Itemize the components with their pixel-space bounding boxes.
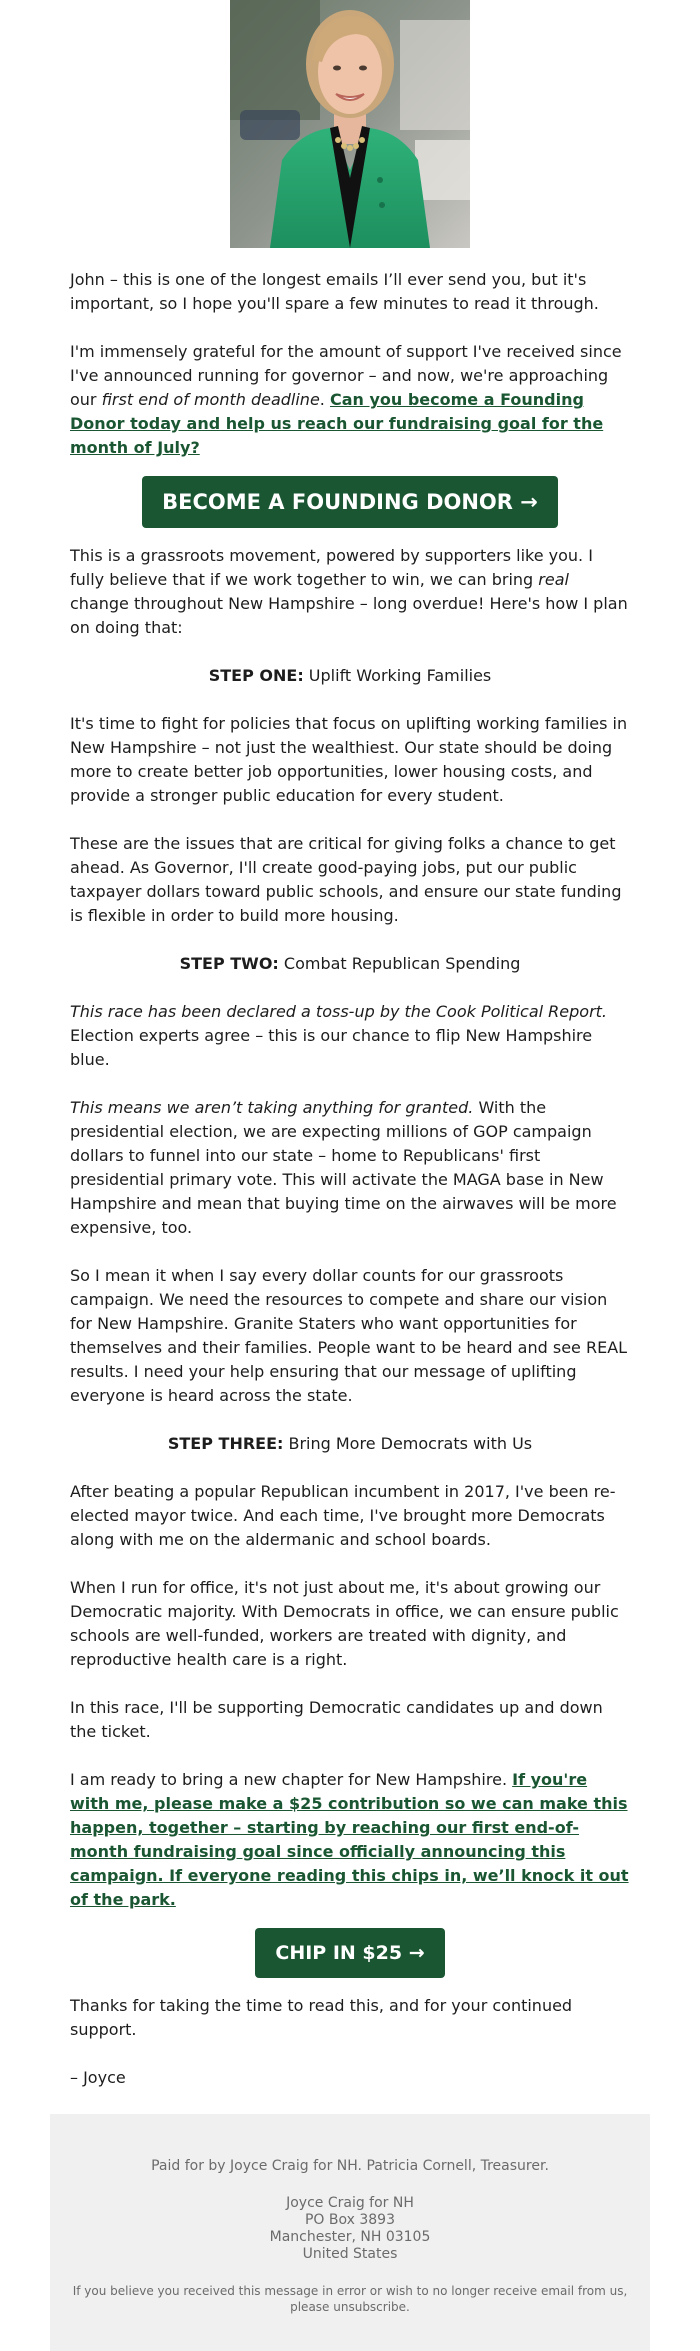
become-founding-donor-button[interactable]: BECOME A FOUNDING DONOR → [142, 476, 558, 528]
step-one-heading [70, 664, 630, 688]
grassroots-after: change throughout New Hampshire – long overdue! Here's how I plan on doing that: [70, 594, 628, 637]
thanks-paragraph: Thanks for taking the time to read this, and for your continued support. [70, 1996, 573, 2039]
step-three-heading [70, 1432, 630, 1456]
step-two-p1-after: Election experts agree – this is our chance to flip New Hampshire blue. [70, 1026, 593, 1069]
ready-text: I am ready to bring a new chapter for New Hampshire. [70, 1770, 513, 1789]
step-three-title: Bring More Democrats with Us [283, 1434, 533, 1453]
grateful-text: I'm immensely grateful for the amount of support I've received since I've announced running for governor – and now, we're approaching our [70, 342, 622, 409]
address-line: United States [302, 2246, 398, 2262]
ready-paragraph [70, 1768, 630, 1912]
step-three-paragraph-2: When I run for office, it's not just about me, it's about growing our Democratic majority. With Democrats in office, we can ensure public schools are well-funded, workers are treated with dignity, and reproductive health care is a right. [70, 1578, 619, 1669]
step-three-paragraph-1: After beating a popular Republican incumbent in 2017, I've been re-elected mayor twice. And each time, I've brought more Democrats along with me on the aldermanic and school boards. [70, 1482, 616, 1549]
signoff: – Joyce [70, 2068, 126, 2087]
intro-paragraph: John – this is one of the longest emails I’ll ever send you, but it's important, so I hope you'll spare a few minutes to read it through. [70, 270, 599, 313]
deadline-emphasis: first end of month deadline [101, 390, 320, 409]
paid-for-by: Paid for by Joyce Craig for NH. Patricia Cornell, Treasurer. [151, 2158, 549, 2174]
unsubscribe-link[interactable]: If you believe you received this message in error or wish to no longer receive email from us, please unsubscribe. [72, 2284, 628, 2314]
chip-in-25-button[interactable]: CHIP IN $25 → [255, 1928, 444, 1978]
grassroots-text: This is a grassroots movement, powered by supporters like you. I fully believe that if we work together to win, we can bring [70, 546, 593, 589]
grateful-paragraph [70, 340, 630, 460]
toss-up-emphasis: This race has been declared a toss-up by the Cook Political Report. [70, 1002, 607, 1021]
address-line: Joyce Craig for NH [286, 2195, 414, 2211]
candidate-photo [230, 0, 470, 248]
step-two-heading [70, 952, 630, 976]
address-line: Manchester, NH 03105 [269, 2229, 431, 2245]
step-three-paragraph-3: In this race, I'll be supporting Democratic candidates up and down the ticket. [70, 1698, 603, 1741]
email-footer [50, 2114, 650, 2351]
not-for-granted-emphasis: This means we aren’t taking anything for granted. [70, 1098, 474, 1117]
step-one-paragraph-2: These are the issues that are critical for giving folks a chance to get ahead. As Governor, I'll create good-paying jobs, put our public taxpayer dollars toward public schools, and ensure our state funding is flexible in order to build more housing. [70, 834, 622, 925]
step-two-paragraph-2 [70, 1096, 630, 1240]
step-one-paragraph-1: It's time to fight for policies that focus on uplifting working families in New Hampshire – not just the wealthiest. Our state should be doing more to create better job opportunities, lower housing costs, and provide a stronger public education for every student. [70, 714, 628, 805]
founding-donor-cta-row [70, 476, 630, 528]
grassroots-paragraph [70, 544, 630, 640]
step-two-paragraph-3: So I mean it when I say every dollar counts for our grassroots campaign. We need the resources to compete and share our vision for New Hampshire. Granite Staters who want opportunities for themselves and their families. People want to be heard and see REAL results. I need your help ensuring that our message of uplifting everyone is heard across the state. [70, 1266, 628, 1405]
step-one-label: STEP ONE: [208, 666, 304, 685]
step-two-paragraph-1 [70, 1000, 630, 1072]
email-content [70, 268, 630, 2090]
step-two-label: STEP TWO: [179, 954, 279, 973]
mailing-address [70, 2195, 630, 2263]
step-two-p2-after: With the presidential election, we are expecting millions of GOP campaign dollars to funnel into our state – home to Republicans' first presidential primary vote. This will activate the MAGA base in New Hampshire and mean that buying time on the airwaves will be more expensive, too. [70, 1098, 617, 1237]
real-emphasis: real [538, 570, 569, 589]
step-two-title: Combat Republican Spending [278, 954, 521, 973]
contribution-link[interactable]: If you're with me, please make a $25 contribution so we can make this happen, together – starting by reaching our first end-of-month fundraising goal since officially announcing this campaign. If everyone reading this chips in, we’ll knock it out of the park. [70, 1770, 629, 1909]
step-three-label: STEP THREE: [167, 1434, 284, 1453]
grateful-after: . [319, 390, 330, 409]
candidate-photo-illustration [230, 0, 470, 248]
chip-in-cta-row [70, 1928, 630, 1978]
step-one-title: Uplift Working Families [303, 666, 492, 685]
founding-donor-link[interactable]: Can you become a Founding Donor today and help us reach our fundraising goal for the month of July? [70, 390, 604, 457]
address-line: PO Box 3893 [304, 2212, 395, 2228]
